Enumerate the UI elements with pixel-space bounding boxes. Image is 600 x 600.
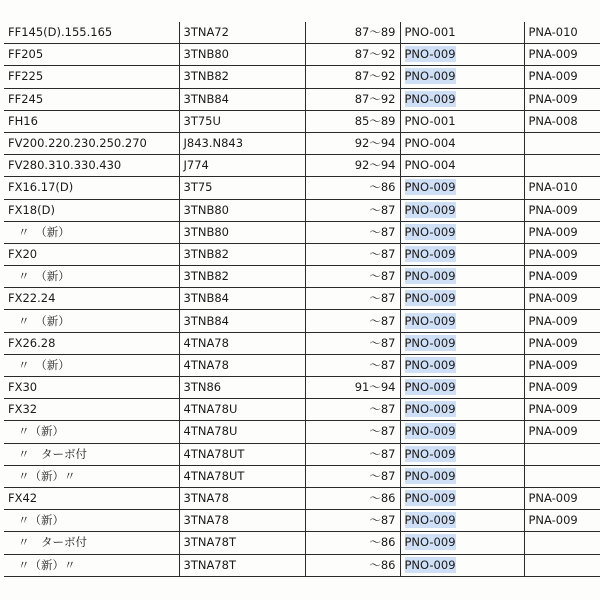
pna-cell-text: PNA-009 xyxy=(528,246,578,261)
pna-cell xyxy=(524,288,600,310)
pna-cell xyxy=(524,88,600,110)
engine-cell xyxy=(179,465,305,487)
model-cell-text: FH16 xyxy=(8,113,38,128)
year-cell-text: ～87 xyxy=(369,269,396,284)
table-row xyxy=(4,421,600,443)
year-cell-text: ～86 xyxy=(369,535,396,550)
engine-cell-text: 4TNA78U xyxy=(183,424,238,439)
model-cell-text: FF145(D).155.165 xyxy=(8,25,113,40)
engine-cell xyxy=(179,44,305,66)
pna-cell xyxy=(524,377,600,399)
engine-cell xyxy=(179,110,305,132)
year-cell-text: 87～92 xyxy=(354,69,396,84)
engine-cell xyxy=(179,377,305,399)
model-cell-text: FX42 xyxy=(8,491,38,506)
pno-cell xyxy=(400,110,524,132)
pna-cell xyxy=(524,510,600,532)
table-row xyxy=(4,487,600,509)
table-row xyxy=(4,88,600,110)
pna-cell-text: PNA-009 xyxy=(528,91,578,106)
year-cell-text: ～87 xyxy=(369,224,396,239)
pno-cell-text: PNO-009 xyxy=(404,335,456,350)
engine-cell-text: 3TNB82 xyxy=(183,246,229,261)
model-cell xyxy=(4,221,179,243)
pno-cell xyxy=(400,22,524,44)
pno-cell xyxy=(400,487,524,509)
pna-cell-text: PNA-009 xyxy=(528,291,578,306)
year-cell-text: ～87 xyxy=(369,357,396,372)
engine-cell xyxy=(179,310,305,332)
pno-cell xyxy=(400,243,524,265)
year-cell xyxy=(305,221,400,243)
engine-cell-text: J774 xyxy=(183,158,209,173)
pna-cell-text: PNA-009 xyxy=(528,47,578,62)
engine-cell-text: 3TNB82 xyxy=(183,269,229,284)
pno-cell xyxy=(400,532,524,554)
model-cell-text: FV280.310.330.430 xyxy=(8,158,122,173)
year-cell xyxy=(305,266,400,288)
pna-cell xyxy=(524,399,600,421)
engine-cell-text: 3T75U xyxy=(183,113,221,128)
model-cell xyxy=(4,66,179,88)
model-cell-text: FX20 xyxy=(8,246,38,261)
engine-cell-text: 3TNB80 xyxy=(183,202,229,217)
pna-cell-text: PNA-009 xyxy=(528,202,578,217)
year-cell xyxy=(305,443,400,465)
model-cell xyxy=(4,177,179,199)
engine-cell xyxy=(179,399,305,421)
pna-cell xyxy=(524,310,600,332)
pna-cell-text: PNA-009 xyxy=(528,224,578,239)
pna-cell-text: PNA-009 xyxy=(528,313,578,328)
engine-cell-text: 3TNB80 xyxy=(183,47,229,62)
pno-cell xyxy=(400,88,524,110)
pno-cell-text: PNO-001 xyxy=(404,113,456,128)
year-cell-text: ～87 xyxy=(369,513,396,528)
model-cell xyxy=(4,110,179,132)
pna-cell-text: PNA-009 xyxy=(528,69,578,84)
pno-cell-text: PNO-009 xyxy=(404,491,456,506)
pna-cell-text: PNA-010 xyxy=(528,180,578,195)
engine-cell-text: 4TNA78 xyxy=(183,357,229,372)
pno-cell xyxy=(400,399,524,421)
engine-cell-text: 3TNA78T xyxy=(183,557,236,572)
table-row xyxy=(4,44,600,66)
pna-cell xyxy=(524,421,600,443)
year-cell xyxy=(305,66,400,88)
pno-cell-text: PNO-009 xyxy=(404,535,456,550)
pna-cell-text: PNA-009 xyxy=(528,402,578,417)
table-row xyxy=(4,66,600,88)
year-cell xyxy=(305,510,400,532)
year-cell xyxy=(305,288,400,310)
engine-cell xyxy=(179,221,305,243)
engine-cell-text: 3TNB84 xyxy=(183,291,229,306)
engine-cell xyxy=(179,332,305,354)
year-cell-text: ～86 xyxy=(369,557,396,572)
pno-cell xyxy=(400,266,524,288)
pno-cell-text: PNO-009 xyxy=(404,224,456,239)
model-cell xyxy=(4,310,179,332)
table-row xyxy=(4,443,600,465)
year-cell xyxy=(305,132,400,154)
engine-cell xyxy=(179,199,305,221)
year-cell-text: 92～94 xyxy=(354,136,396,151)
engine-cell xyxy=(179,66,305,88)
model-cell xyxy=(4,243,179,265)
pno-cell-text: PNO-009 xyxy=(404,313,456,328)
year-cell xyxy=(305,332,400,354)
pno-cell-text: PNO-009 xyxy=(404,291,456,306)
pno-cell-text: PNO-009 xyxy=(404,246,456,261)
pna-cell xyxy=(524,332,600,354)
pno-cell-text: PNO-009 xyxy=(404,402,456,417)
year-cell-text: ～87 xyxy=(369,446,396,461)
pna-cell xyxy=(524,554,600,576)
table-row xyxy=(4,22,600,44)
pno-cell xyxy=(400,177,524,199)
parts-cross-reference-table xyxy=(4,22,600,577)
pno-cell xyxy=(400,510,524,532)
pna-cell xyxy=(524,354,600,376)
year-cell xyxy=(305,44,400,66)
model-cell-text: FX18(D) xyxy=(8,202,55,217)
pna-cell xyxy=(524,44,600,66)
model-cell xyxy=(4,288,179,310)
year-cell xyxy=(305,487,400,509)
model-cell-text: 〃（新）〃 xyxy=(18,468,76,483)
pno-cell xyxy=(400,199,524,221)
table-row xyxy=(4,288,600,310)
table-row xyxy=(4,110,600,132)
year-cell xyxy=(305,243,400,265)
year-cell xyxy=(305,399,400,421)
year-cell xyxy=(305,465,400,487)
pno-cell-text: PNO-009 xyxy=(404,446,456,461)
model-cell xyxy=(4,155,179,177)
engine-cell-text: J843.N843 xyxy=(183,136,244,151)
pna-cell-text: PNA-009 xyxy=(528,335,578,350)
table-row xyxy=(4,132,600,154)
model-cell-text: FX22.24 xyxy=(8,291,56,306)
engine-cell-text: 3TNA78 xyxy=(183,491,229,506)
table-row xyxy=(4,465,600,487)
engine-cell xyxy=(179,155,305,177)
table-row xyxy=(4,266,600,288)
engine-cell xyxy=(179,510,305,532)
pna-cell xyxy=(524,221,600,243)
pno-cell-text: PNO-009 xyxy=(404,202,456,217)
engine-cell-text: 3TNA78 xyxy=(183,513,229,528)
year-cell xyxy=(305,377,400,399)
model-cell-text: 〃 （新） xyxy=(18,269,70,284)
engine-cell xyxy=(179,487,305,509)
table-row xyxy=(4,377,600,399)
pno-cell-text: PNO-009 xyxy=(404,468,456,483)
engine-cell xyxy=(179,22,305,44)
year-cell xyxy=(305,22,400,44)
table-row xyxy=(4,310,600,332)
pno-cell-text: PNO-009 xyxy=(404,47,456,62)
table-row xyxy=(4,221,600,243)
engine-cell xyxy=(179,288,305,310)
year-cell xyxy=(305,199,400,221)
model-cell-text: FF245 xyxy=(8,91,44,106)
model-cell-text: 〃 （新） xyxy=(18,357,70,372)
model-cell-text: 〃 （新） xyxy=(18,224,70,239)
model-cell-text: FF225 xyxy=(8,69,44,84)
model-cell xyxy=(4,510,179,532)
pna-cell xyxy=(524,199,600,221)
model-cell xyxy=(4,266,179,288)
engine-cell-text: 3TNA72 xyxy=(183,25,229,40)
pna-cell xyxy=(524,132,600,154)
year-cell xyxy=(305,354,400,376)
pna-cell xyxy=(524,177,600,199)
engine-cell-text: 3TNB80 xyxy=(183,224,229,239)
model-cell xyxy=(4,132,179,154)
pna-cell xyxy=(524,155,600,177)
pno-cell-text: PNO-009 xyxy=(404,357,456,372)
year-cell xyxy=(305,554,400,576)
pna-cell xyxy=(524,22,600,44)
pno-cell-text: PNO-004 xyxy=(404,158,456,173)
pno-cell xyxy=(400,310,524,332)
model-cell-text: 〃 ターボ付 xyxy=(18,535,87,550)
model-cell xyxy=(4,487,179,509)
year-cell xyxy=(305,88,400,110)
pno-cell xyxy=(400,465,524,487)
pna-cell xyxy=(524,487,600,509)
pno-cell-text: PNO-009 xyxy=(404,380,456,395)
pna-cell xyxy=(524,266,600,288)
pna-cell-text: PNA-009 xyxy=(528,513,578,528)
year-cell-text: ～86 xyxy=(369,491,396,506)
pno-cell-text: PNO-001 xyxy=(404,25,456,40)
pno-cell-text: PNO-009 xyxy=(404,69,456,84)
pno-cell-text: PNO-009 xyxy=(404,557,456,572)
pno-cell-text: PNO-004 xyxy=(404,136,456,151)
model-cell xyxy=(4,532,179,554)
model-cell-text: FX16.17(D) xyxy=(8,180,74,195)
table-body xyxy=(4,22,600,576)
model-cell-text: 〃 ターボ付 xyxy=(18,446,87,461)
table-row xyxy=(4,332,600,354)
engine-cell xyxy=(179,177,305,199)
pna-cell-text: PNA-009 xyxy=(528,380,578,395)
engine-cell-text: 3TNA78T xyxy=(183,535,236,550)
year-cell-text: ～87 xyxy=(369,246,396,261)
year-cell xyxy=(305,310,400,332)
engine-cell xyxy=(179,554,305,576)
engine-cell xyxy=(179,132,305,154)
model-cell-text: FV200.220.230.250.270 xyxy=(8,136,147,151)
year-cell xyxy=(305,155,400,177)
model-cell xyxy=(4,421,179,443)
year-cell-text: 87～89 xyxy=(354,25,396,40)
pno-cell-text: PNO-009 xyxy=(404,180,456,195)
model-cell xyxy=(4,199,179,221)
year-cell-text: ～87 xyxy=(369,291,396,306)
year-cell xyxy=(305,532,400,554)
model-cell-text: FX30 xyxy=(8,380,38,395)
engine-cell-text: 4TNA78UT xyxy=(183,468,245,483)
model-cell xyxy=(4,44,179,66)
model-cell-text: FX32 xyxy=(8,402,38,417)
model-cell xyxy=(4,22,179,44)
pna-cell xyxy=(524,110,600,132)
pno-cell xyxy=(400,66,524,88)
engine-cell xyxy=(179,532,305,554)
model-cell-text: 〃（新） xyxy=(18,424,64,439)
engine-cell xyxy=(179,243,305,265)
model-cell-text: 〃 （新） xyxy=(18,313,70,328)
engine-cell xyxy=(179,421,305,443)
year-cell-text: ～87 xyxy=(369,313,396,328)
pna-cell-text: PNA-009 xyxy=(528,357,578,372)
pno-cell xyxy=(400,155,524,177)
pno-cell xyxy=(400,332,524,354)
pno-cell xyxy=(400,354,524,376)
engine-cell-text: 3TNB84 xyxy=(183,91,229,106)
pna-cell xyxy=(524,66,600,88)
model-cell-text: FX26.28 xyxy=(8,335,56,350)
year-cell xyxy=(305,177,400,199)
table-row xyxy=(4,177,600,199)
pna-cell xyxy=(524,243,600,265)
pna-cell-text: PNA-009 xyxy=(528,491,578,506)
pna-cell-text: PNA-009 xyxy=(528,424,578,439)
engine-cell-text: 4TNA78 xyxy=(183,335,229,350)
year-cell-text: 87～92 xyxy=(354,91,396,106)
model-cell-text: 〃（新）〃 xyxy=(18,557,76,572)
year-cell xyxy=(305,110,400,132)
pno-cell xyxy=(400,221,524,243)
pna-cell xyxy=(524,532,600,554)
pno-cell xyxy=(400,44,524,66)
year-cell-text: 91～94 xyxy=(354,380,396,395)
year-cell-text: ～87 xyxy=(369,335,396,350)
table-row xyxy=(4,554,600,576)
model-cell xyxy=(4,88,179,110)
pno-cell xyxy=(400,443,524,465)
pna-cell-text: PNA-010 xyxy=(528,25,578,40)
pna-cell xyxy=(524,465,600,487)
model-cell xyxy=(4,554,179,576)
table-row xyxy=(4,532,600,554)
pna-cell xyxy=(524,443,600,465)
model-cell xyxy=(4,465,179,487)
year-cell-text: ～87 xyxy=(369,424,396,439)
year-cell-text: ～87 xyxy=(369,468,396,483)
pna-cell-text: PNA-009 xyxy=(528,269,578,284)
model-cell-text: 〃（新） xyxy=(18,513,64,528)
model-cell xyxy=(4,377,179,399)
model-cell-text: FF205 xyxy=(8,47,44,62)
pno-cell xyxy=(400,421,524,443)
year-cell xyxy=(305,421,400,443)
year-cell-text: ～87 xyxy=(369,402,396,417)
engine-cell-text: 3T75 xyxy=(183,180,213,195)
engine-cell-text: 3TN86 xyxy=(183,380,222,395)
pno-cell-text: PNO-009 xyxy=(404,91,456,106)
engine-cell-text: 3TNB84 xyxy=(183,313,229,328)
table-row xyxy=(4,354,600,376)
pno-cell xyxy=(400,132,524,154)
model-cell xyxy=(4,443,179,465)
pno-cell-text: PNO-009 xyxy=(404,269,456,284)
table-row xyxy=(4,243,600,265)
engine-cell xyxy=(179,443,305,465)
pna-cell-text: PNA-008 xyxy=(528,113,578,128)
pno-cell xyxy=(400,288,524,310)
engine-cell-text: 3TNB82 xyxy=(183,69,229,84)
year-cell-text: ～86 xyxy=(369,180,396,195)
table-row xyxy=(4,155,600,177)
engine-cell xyxy=(179,88,305,110)
engine-cell xyxy=(179,354,305,376)
engine-cell xyxy=(179,266,305,288)
model-cell xyxy=(4,332,179,354)
engine-cell-text: 4TNA78UT xyxy=(183,446,245,461)
table-row xyxy=(4,510,600,532)
engine-cell-text: 4TNA78U xyxy=(183,402,238,417)
table-row xyxy=(4,399,600,421)
year-cell-text: 87～92 xyxy=(354,47,396,62)
pno-cell xyxy=(400,554,524,576)
pno-cell xyxy=(400,377,524,399)
model-cell xyxy=(4,354,179,376)
pno-cell-text: PNO-009 xyxy=(404,424,456,439)
model-cell xyxy=(4,399,179,421)
year-cell-text: 92～94 xyxy=(354,158,396,173)
table-row xyxy=(4,199,600,221)
pno-cell-text: PNO-009 xyxy=(404,513,456,528)
year-cell-text: ～87 xyxy=(369,202,396,217)
year-cell-text: 85～89 xyxy=(354,113,396,128)
